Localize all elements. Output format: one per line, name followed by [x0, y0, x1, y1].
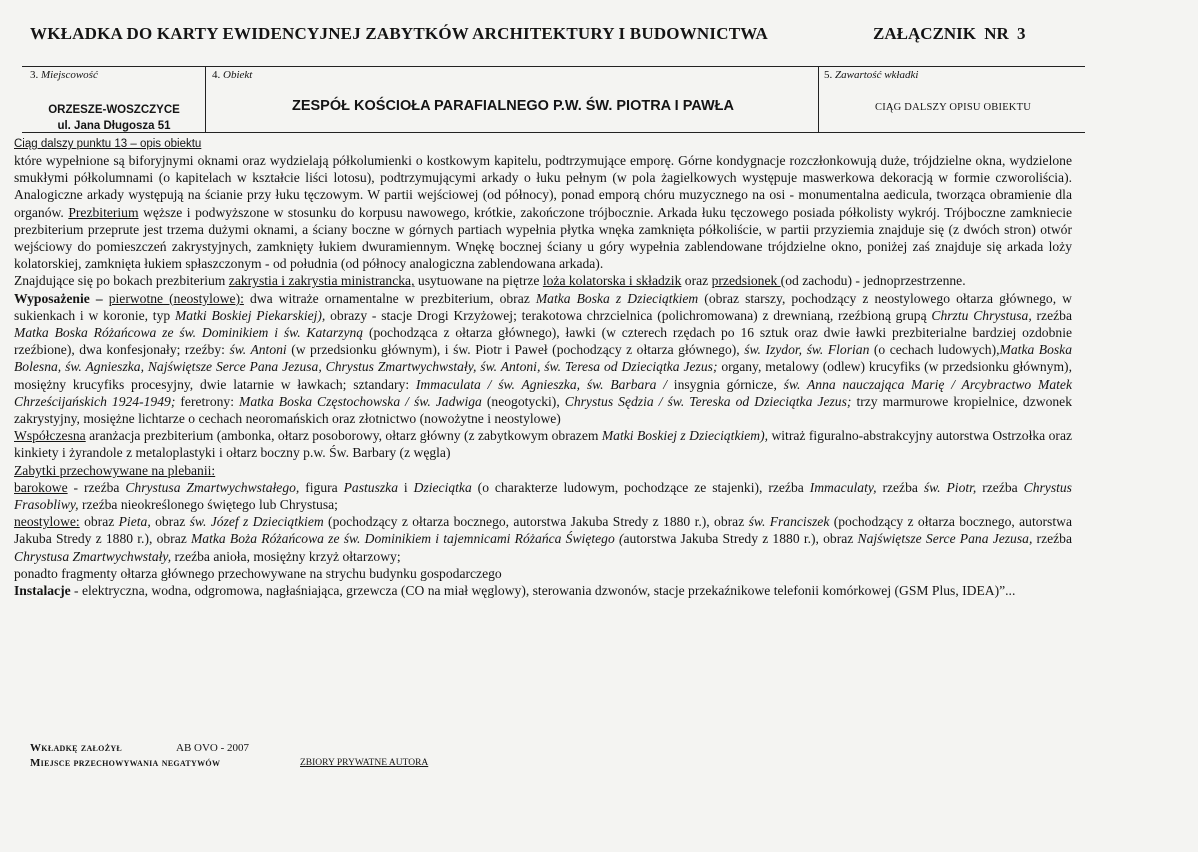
footer-negatives-location — [30, 757, 220, 769]
locality-label-number: 3. — [30, 69, 39, 81]
text-run: obraz — [79, 514, 119, 530]
paragraph-neostyle — [14, 513, 1072, 565]
text-run: św. Anna nauczająca Marię / Arcybractwo Matek Chrześcijańskich 1924-1949; — [14, 376, 1072, 409]
paragraph-presbytery-heading — [14, 462, 1072, 479]
text-run: (pochodzący z ołtarza bocznego, autorstwa Jakuba Stredy z 1880 r.), obraz — [14, 514, 1072, 547]
text-run: (od zachodu) - jednoprzestrzenne. — [780, 273, 966, 289]
footer-founded-by-value: AB OVO - 2007 — [176, 742, 250, 754]
text-run: Matki Boskiej Piekarskiej), — [174, 307, 326, 323]
text-run: dwa witraże ornamentalne w prezbiterium, obraz — [243, 290, 536, 306]
text-run: (obraz starszy, pochodzący z neostylowego ołtarza głównego, w sukienkach i w koronie, typ — [14, 290, 1073, 323]
text-run: Chrystusa Zmartwychwstałego, — [125, 479, 300, 495]
text-run: Współczesna — [14, 428, 86, 444]
footer-negatives-location-value: ZBIORY PRYWATNE AUTORA — [300, 758, 429, 768]
text-run: Wyposażenie — [14, 290, 90, 306]
text-run: (pochodzący z ołtarza bocznego, autorstwa Jakuba Stredy z 1880 r.), obraz — [323, 514, 749, 530]
text-run: oraz — [681, 273, 712, 289]
header-rule-top — [22, 66, 1085, 67]
text-run: Chrystus Frasobliwy, — [14, 479, 1072, 513]
text-run: Matka Boska Różańcowa ze św. Dominikiem i św. Katarzyną — [14, 325, 364, 341]
text-run: Pastuszka — [343, 479, 398, 495]
cell-divider — [205, 66, 206, 132]
continuation-heading: Ciąg dalszy punktu 13 – opis obiektu — [14, 138, 202, 150]
text-run: Pieta, — [118, 514, 151, 530]
object-name: ZESPÓŁ KOŚCIOŁA PARAFIALNEGO P.W. ŚW. PIOTRA I PAWŁA — [291, 98, 734, 114]
text-run: ponadto fragmenty ołtarza głównego przechowywane na strychu budynku gospodarczego — [14, 565, 502, 581]
text-run: zakrystia i zakrystia ministrancka, — [228, 273, 415, 289]
text-run: loża kolatorska i składzik — [542, 273, 682, 289]
text-run: rzeźba — [1032, 531, 1073, 547]
text-run: węższe i podwyższone w stosunku do korpusu nawowego, krótkie, zakończone trójbocznie. Arkada łuku tęczowego posiada półkolisty wykrój. Trójboczne zamkniecie prezbiterium przeprute jest trzema dużymi oknami, a ściany boczne w górnych partiach wypełnia płytka wnęka zamknięta półkoliście, w partii przyziemia znajduje się (z dwóch stron) otwór wejściowy do pomieszczeń zakrystyjnych, zamknięty łukiem dwuramiennym. Wnękę bocznej ściany u góry wypełnia zablendowane trójdzielne okno, poniżej zaś znajduje się arkada loży kolatorskiej, zamknięta łukiem spłaszczonym - od południa (od północy analogiczna zablendowana arkada). — [14, 204, 1072, 272]
text-run: Dzieciątka — [413, 479, 472, 495]
text-run: (o charakterze ludowym, pochodzące ze stajenki), rzeźba — [471, 479, 810, 495]
content-label-number: 5. — [824, 69, 833, 81]
object-label — [212, 69, 252, 81]
text-run: – — [89, 290, 109, 306]
text-run: - elektryczna, wodna, odgromowa, nagłaśniająca, grzewcza (CO na miał węglowy), sterowania dzwonów, stacje przekaźnikowe telefonii komórkowej (GSM Plus, IDEA)”... — [70, 583, 1016, 599]
locality-label — [30, 69, 98, 81]
text-run: rzeźba anioła, mosiężny krzyż ołtarzowy; — [171, 548, 401, 564]
paragraph-rooms — [14, 272, 1072, 289]
text-run: figura — [299, 479, 344, 495]
text-run: Chrztu Chrystusa, — [931, 307, 1032, 323]
content-label — [824, 69, 918, 81]
text-run: feretrony: — [175, 393, 240, 409]
paragraph-installations — [14, 582, 1072, 599]
text-run: pierwotne (neostylowe): — [108, 290, 244, 306]
object-label-text: Obiekt — [223, 69, 253, 81]
text-run: przedsionek — [711, 273, 781, 289]
page-title: WKŁADKA DO KARTY EWIDENCYJNEJ ZABYTKÓW ARCHITEKTURY I BUDOWNICTWA — [30, 24, 769, 43]
text-run: i — [398, 479, 414, 495]
text-run: Immaculata / św. Agnieszka, św. Barbara / — [415, 376, 668, 392]
text-run: Matka Boska z Dzieciątkiem — [535, 290, 699, 306]
locality-name: ORZESZE-WOSZCZYCE — [48, 104, 180, 116]
paragraph-baroque — [14, 479, 1072, 513]
text-run: które wypełnione są biforyjnymi oknami oraz wydzielają półkolumienki o kostkowym kapitelu, podtrzymujące emporę. Górne kondygnacje rozczłonkowują duże, trójdzielne okna, wydzielone smukłymi półkolumnami (o kapitelach w kształcie liści lotosu), podtrzymującymi arkady o łuku pełnym (w pola żagielkowych występuje maswerkowa dekoracją w formie czworoliścia). Analogiczne arkady występują na ścianie przy łuku tęczowym. W partii wejściowej (od północy), ponad emporą chóru muzycznego na osi - monumentalna aedicula, tworząca obramienie dla organów. — [14, 153, 1072, 220]
text-run: rzeźba nieokreślonego świętego lub Chrystusa; — [78, 497, 338, 513]
text-run: insygnia górnicze, — [667, 376, 784, 392]
cell-divider — [818, 66, 819, 132]
text-run: rzeźba — [876, 479, 924, 495]
annex-number: ZAŁĄCZNIK NR 3 — [873, 24, 1026, 43]
paragraph-architecture — [14, 152, 1072, 272]
text-run: św. Piotr, — [923, 479, 977, 495]
text-run: (o cechach ludowych), — [869, 342, 1000, 358]
text-run: obraz — [150, 514, 190, 530]
paragraph-attic-fragments — [14, 565, 1072, 582]
text-run: Matki Boskiej z Dzieciątkiem), — [601, 428, 769, 444]
text-run: Instalacje — [14, 583, 71, 599]
text-run: św. Izydor, św. Florian — [744, 342, 870, 358]
footer-label: Miejsce przechowywania negatywów — [30, 757, 221, 769]
text-run: - rzeźba — [67, 479, 126, 495]
paragraph-furnishings — [14, 290, 1072, 428]
text-run: św. Józef z Dzieciątkiem — [189, 514, 324, 530]
text-run: Prezbiterium — [68, 204, 139, 220]
text-run: usytuowane na piętrze — [414, 273, 543, 289]
object-label-number: 4. — [212, 69, 221, 81]
text-run: Chrystusa Zmartwychwstały, — [14, 548, 172, 564]
description-body — [14, 152, 1072, 599]
text-run: (w przedsionku głównym), i św. Piotr i Paweł (pochodzący z ołtarza głównego), — [286, 342, 745, 358]
text-run: św. Antoni — [229, 342, 287, 358]
text-run: Matka Boża Różańcowa ze św. Dominikiem i tajemnicami Różańca Świętego ( — [190, 531, 624, 547]
text-run: witraż figuralno-abstrakcyjny autorstwa Ostrzołka oraz kinkiety i żyrandole z metaloplastyki i ołtarz boczny p.w. Św. Barbary (z węgla) — [14, 428, 1073, 461]
text-run: Znajdujące się po bokach prezbiterium — [14, 273, 229, 289]
text-run: rzeźba — [976, 479, 1024, 495]
text-run: Immaculaty, — [809, 479, 877, 495]
locality-label-text: Miejscowość — [41, 69, 98, 81]
text-run: Najświętsze Serce Pana Jezusa, — [857, 531, 1033, 547]
text-run: aranżacja prezbiterium (ambonka, ołtarz posoborowy, ołtarz główny (z zabytkowym obrazem — [85, 428, 602, 444]
text-run: organy, metalowy (odlew) krucyfiks (w przedsionku głównym), mosiężny krucyfiks procesyjny, dwie latarnie w ławkach; sztandary: — [14, 359, 1072, 392]
locality-address: ul. Jana Długosza 51 — [57, 120, 171, 132]
footer-founded-by — [30, 742, 122, 754]
text-run: (neogotycki), — [481, 393, 565, 409]
text-run: Zabytki przechowywane na plebanii: — [14, 462, 216, 478]
text-run: trzy marmurowe kropielnice, dzwonek zakrystyjny, mosiężne lichtarze o cechach neoromańskich oraz złotnictwo (nowożytne i neostylowe) — [14, 393, 1072, 427]
locality-value — [24, 102, 204, 134]
text-run: rzeźba — [1031, 307, 1072, 323]
footer-label: Wkładkę założył — [30, 742, 123, 754]
text-run: Matka Boska Częstochowska / św. Jadwiga — [239, 393, 482, 409]
content-value: CIĄG DALSZY OPISU OBIEKTU — [875, 102, 1031, 113]
text-run: obrazy - stacje Drogi Krzyżowej; terakotowa chrzcielnica (polichromowana) z drewnianą, rzeźbioną grupą — [325, 307, 932, 323]
text-run: neostylowe: — [14, 514, 80, 530]
text-run: autorstwa Jakuba Stredy z 1880 r.), obraz — [623, 531, 858, 547]
text-run: (pochodząca z ołtarza głównego), ławki (w czterech rzędach po 16 sztuk oraz dwie ławki prezbiterialne bardziej ozdobnie rzeźbione), dwa konfesjonały; rzeźby: — [14, 325, 1073, 358]
text-run: Matka Boska Bolesna, św. Agnieszka, Najświętsze Serce Pana Jezusa, Chrystus Zmartwychwstały, św. Antoni, św. Teresa od Dzieciątka Jezus; — [14, 342, 1073, 375]
text-run: Chrystus Sędzia / św. Tereska od Dzieciątka Jezus; — [564, 393, 852, 409]
paragraph-contemporary — [14, 427, 1072, 461]
text-run: barokowe — [14, 479, 68, 495]
content-label-text: Zawartość wkładki — [835, 69, 919, 81]
text-run: św. Franciszek — [748, 514, 830, 530]
